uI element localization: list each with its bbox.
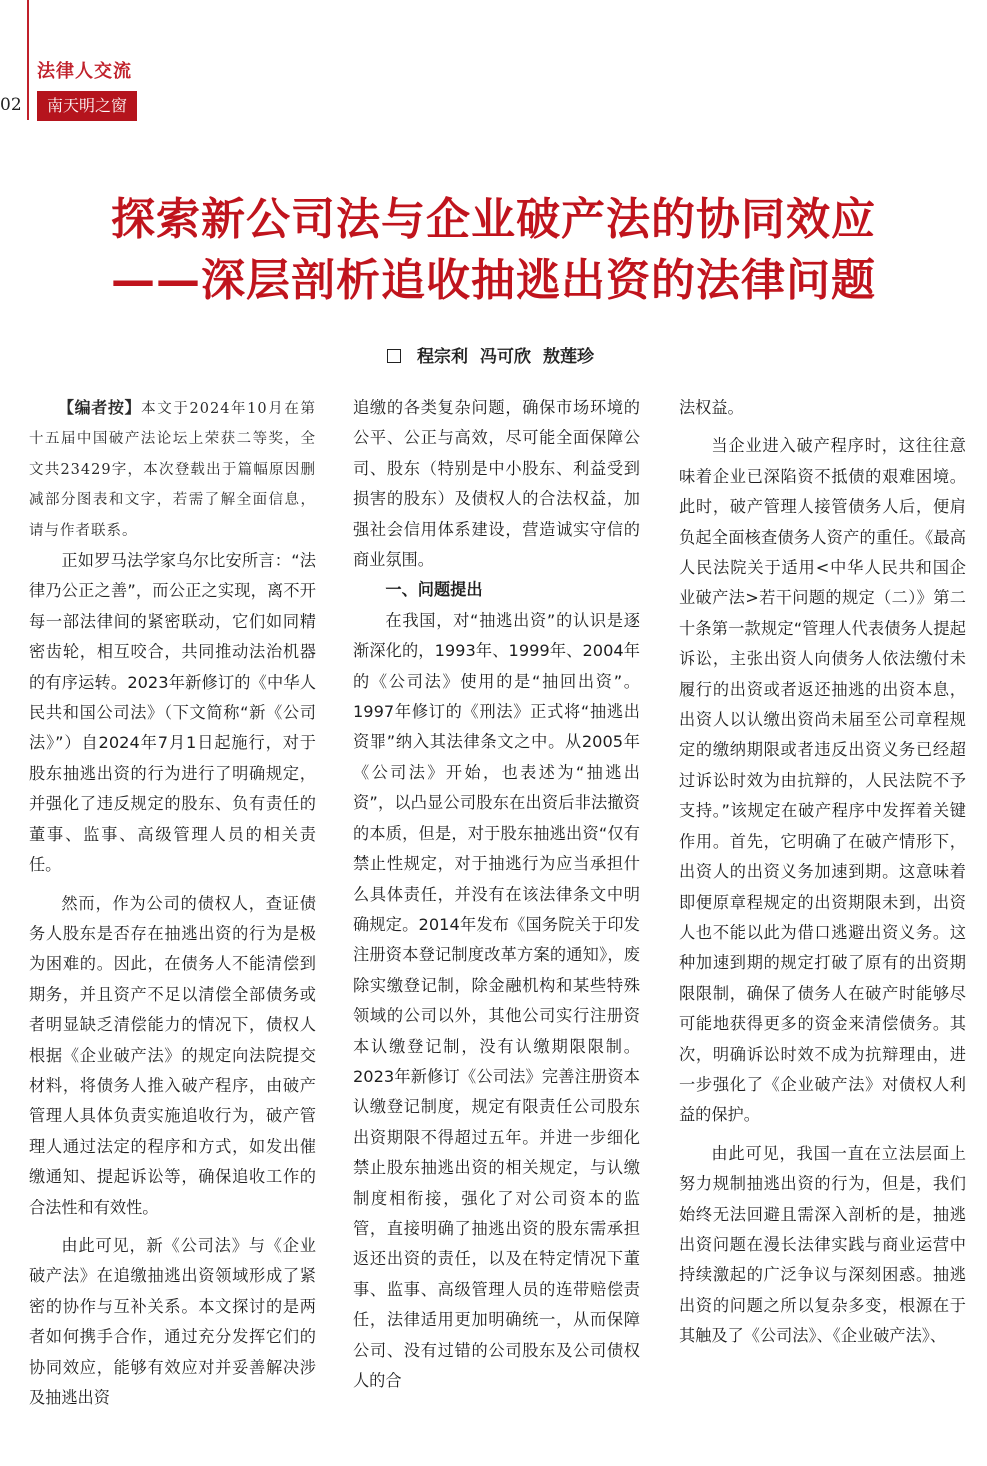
margin-rule [27,0,29,120]
byline [0,342,987,367]
editor-note-tag: 【编者按】 [58,398,142,417]
section-heading: 一、问题提出 [385,580,483,600]
article-subtitle: ——深层剖析追收抽逃出资的法律问题 [111,255,876,306]
author-name: 冯可欣 [480,347,531,367]
column-tag: 南天明之窗 [37,91,137,121]
author-name: 敖莲珍 [543,347,594,367]
paragraph: 当企业进入破产程序时，这往往意味着企业已深陷资不抵债的艰难困境。此时，破产管理人接管债务人后，便肩负起全面核查债务人资产的重任。《最高人民法院关于适用<中华人民共和国企业破产法>若干问题的规定（二）》第二十条第一款规定“管理人代表债务人提起诉讼，主张出资人向债务人依法缴付未履行的出资或者返还抽逃的出资本息，出资人以认缴出资尚未届至公司章程规定的缴纳期限或者违反出资义务已经超过诉讼时效为由抗辩的，人民法院不予支持。”该规定在破产程序中发挥着关键作用。首先，它明确了在破产情形下，出资人的出资义务加速到期。这意味着即便原章程规定的出资期限未到，出资人也不能以此为借口逃避出资义务。这种加速到期的规定打破了原有的出资期限限制，确保了债务人在破产时能够尽可能地获得更多的资金来清偿债务。其次，明确诉讼时效不成为抗辩理由，进一步强化了《企业破产法》对债权人利益的保护。 [679,436,966,1125]
paragraph: 追缴的各类复杂问题，确保市场环境的公平、公正与高效，尽可能全面保障公司、股东（特别是中小股东、利益受到损害的股东）及债权人的合法权益，加强社会信用体系建设，营造诚实守信的商业氛围。 [353,398,640,570]
section-title: 法律人交流 [37,61,132,82]
paragraph: 在我国，对“抽逃出资”的认识是逐渐深化的，1993年、1999年、2004年的《公司法》使用的是“抽回出资”。1997年修订的《刑法》正式将“抽逃出资罪”纳入其法律条文之中。从2005年《公司法》开始，也表述为“抽逃出资”，以凸显公司股东在出资后非法撤资的本质，但是，对于股东抽逃出资“仅有禁止性规定，对于抽逃行为应当承担什么具体责任，并没有在该法律条文中明确规定。2014年发布《国务院关于印发注册资本登记制度改革方案的通知》，废除实缴登记制，除金融机构和某些特殊领域的公司以外，其他公司实行注册资本认缴登记制，没有认缴期限限制。2023年新修订《公司法》完善注册资本认缴登记制度，规定有限责任公司股东出资期限不得超过五年。并进一步细化禁止股东抽逃出资的相关规定，与认缴制度相衔接，强化了对公司资本的监管，直接明确了抽逃出资的股东需承担返还出资的责任，以及在特定情况下董事、监事、高级管理人员的连带赔偿责任，法律适用更加明确统一，从而保障公司、没有过错的公司股东及公司债权人的合 [353,610,640,1390]
editor-note-text: 本文于2024年10月在第十五届中国破产法论坛上荣获二等奖，全文共23429字，本次登载出于篇幅原因删减部分图表和文字，若需了解全面信息，请与作者联系。 [29,401,316,539]
paragraph: 由此可见，我国一直在立法层面上努力规制抽逃出资的行为，但是，我们始终无法回避且需深入剖析的是，抽逃出资问题在漫长法律实践与商业运营中持续激起的广泛争议与深刻困惑。抽逃出资的问题之所以复杂多变，根源在于其触及了《公司法》、《企业破产法》、 [679,1143,966,1346]
text-column-2 [353,393,640,1396]
square-icon [387,349,401,363]
paragraph: 然而，作为公司的债权人，查证债务人股东是否存在抽逃出资的行为是极为困难的。因此，在债务人不能清偿到期务，并且资产不足以清偿全部债务或者明显缺乏清偿能力的情况下，债权人根据《企业破产法》的规定向法院提交材料，将债务人推入破产程序，由破产管理人具体负责实施追收行为，破产管理人通过法定的程序和方式，如发出催缴通知、提起诉讼等，确保追收工作的合法性和有效性。 [29,893,316,1217]
paragraph: 法权益。 [679,398,744,417]
paragraph: 由此可见，新《公司法》与《企业破产法》在追缴抽逃出资领域形成了紧密的协作与互补关系。本文探讨的是两者如何携手合作，通过充分发挥它们的协同效应，能够有效应对并妥善解决涉及抽逃出资 [29,1235,316,1407]
author-name: 程宗利 [417,347,468,367]
text-column-3 [679,393,966,1352]
text-column-1 [29,393,316,1413]
page-number: 02 [0,95,22,115]
paragraph: 正如罗马法学家乌尔比安所言：“法律乃公正之善”，而公正之实现，离不开每一部法律间的紧密联动，它们如同精密齿轮，相互咬合，共同推动法治机器的有序运转。2023年新修订的《中华人民共和国公司法》（下文简称“新《公司法》”）自2024年7月1日起施行，对于股东抽逃出资的行为进行了明确规定，并强化了违反规定的股东、负有责任的董事、监事、高级管理人员的相关责任。 [29,551,316,875]
editor-note [29,393,316,546]
article-title: 探索新公司法与企业破产法的协同效应 [111,194,876,245]
